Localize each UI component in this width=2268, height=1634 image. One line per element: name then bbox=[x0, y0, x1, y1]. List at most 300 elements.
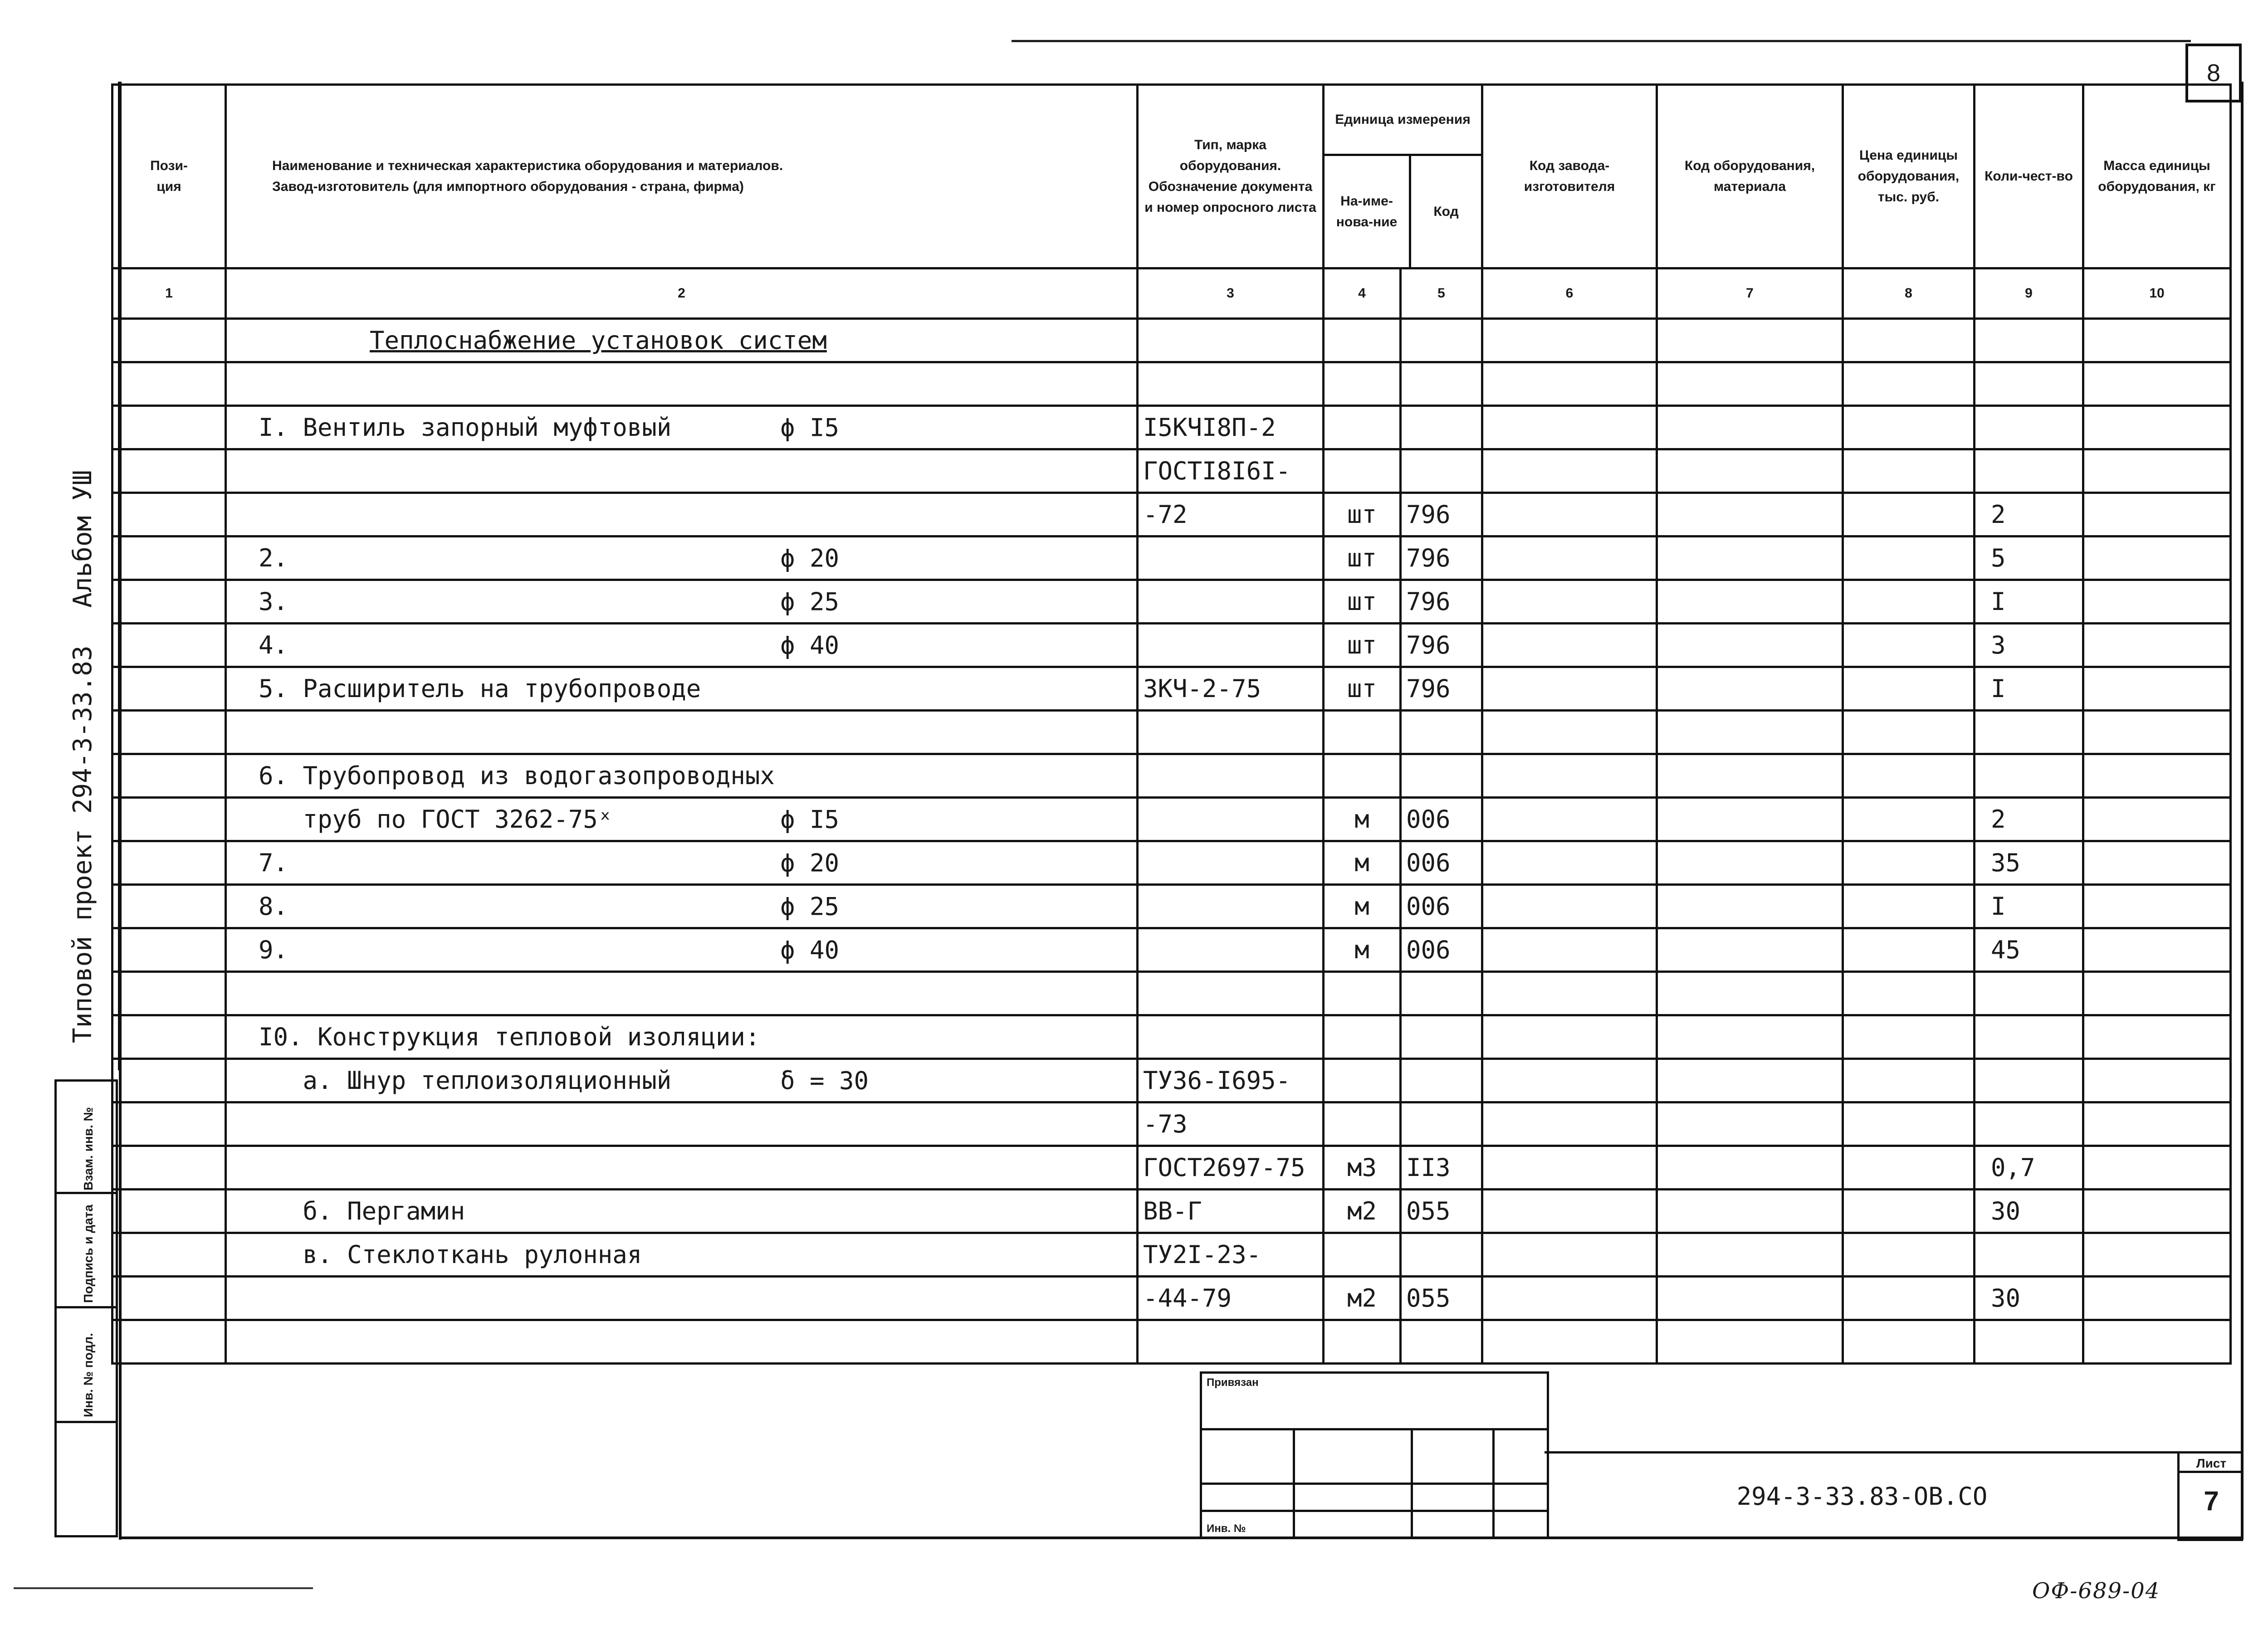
column-number: 4 bbox=[1324, 268, 1401, 319]
unit-code-cell: 055 bbox=[1401, 1190, 1482, 1233]
header-price: Цена единицы оборудования, тыс. руб. bbox=[1843, 85, 1975, 268]
table-row bbox=[112, 580, 2231, 624]
podpis-label: Подпись и дата bbox=[81, 1204, 95, 1303]
price-cell bbox=[1843, 1233, 1975, 1277]
manufacturer-code-cell bbox=[1482, 885, 1657, 928]
table-row bbox=[112, 1190, 2231, 1233]
unit-code-cell: 006 bbox=[1401, 885, 1482, 928]
column-number: 8 bbox=[1843, 268, 1975, 319]
item-name: 3. bbox=[259, 587, 288, 616]
equipment-code-cell bbox=[1657, 1277, 1843, 1320]
price-cell bbox=[1843, 1059, 1975, 1102]
quantity-cell: I bbox=[1975, 580, 2083, 624]
mass-cell bbox=[2083, 798, 2231, 841]
item-diameter: ϕ I5 bbox=[780, 413, 840, 442]
name-cell bbox=[226, 1190, 1138, 1233]
position-cell bbox=[112, 928, 226, 972]
item-name: I. Вентиль запорный муфтовый bbox=[259, 413, 672, 442]
type-cell bbox=[1138, 841, 1324, 885]
price-cell bbox=[1843, 667, 1975, 711]
item-diameter: δ = 30 bbox=[780, 1066, 869, 1095]
unit-code-cell: 796 bbox=[1401, 624, 1482, 667]
stamp-cell-empty bbox=[54, 1423, 118, 1538]
position-cell bbox=[112, 972, 226, 1015]
item-name: б. Пергамин bbox=[259, 1197, 465, 1225]
price-cell bbox=[1843, 1190, 1975, 1233]
unit-code-cell bbox=[1401, 406, 1482, 449]
equipment-code-cell bbox=[1657, 624, 1843, 667]
type-cell bbox=[1138, 1015, 1324, 1059]
unit-code-cell bbox=[1401, 1059, 1482, 1102]
name-cell bbox=[226, 841, 1138, 885]
document-code: 294-3-33.83-ОВ.СО bbox=[1545, 1451, 2180, 1539]
name-cell bbox=[226, 928, 1138, 972]
table-row bbox=[112, 1277, 2231, 1320]
header-position: Пози- ция bbox=[112, 85, 226, 268]
header-name: Наименование и техническая характеристика оборудования и материалов. Завод-изготовитель (для импортного оборудования - страна, фирма) bbox=[226, 85, 1138, 268]
mass-cell bbox=[2083, 406, 2231, 449]
column-number-row bbox=[112, 268, 2231, 319]
footer-rule bbox=[14, 1587, 313, 1589]
quantity-cell bbox=[1975, 362, 2083, 406]
column-number: 7 bbox=[1657, 268, 1843, 319]
item-name: 5. Расширитель на трубопроводе bbox=[259, 674, 701, 703]
quantity-cell bbox=[1975, 754, 2083, 798]
type-cell bbox=[1138, 580, 1324, 624]
quantity-cell: 30 bbox=[1975, 1277, 2083, 1320]
mass-cell bbox=[2083, 1146, 2231, 1190]
type-cell bbox=[1138, 537, 1324, 580]
type-cell: -73 bbox=[1138, 1102, 1324, 1146]
item-diameter: ϕ 40 bbox=[780, 631, 840, 659]
manufacturer-code-cell bbox=[1482, 362, 1657, 406]
item-name: 6. Трубопровод из водогазопроводных bbox=[259, 761, 775, 790]
column-number: 3 bbox=[1138, 268, 1324, 319]
unit-cell: м2 bbox=[1324, 1190, 1401, 1233]
mass-cell bbox=[2083, 449, 2231, 493]
item-diameter: ϕ I5 bbox=[780, 805, 840, 834]
table-row bbox=[112, 1320, 2231, 1364]
table-row bbox=[112, 928, 2231, 972]
unit-cell bbox=[1324, 406, 1401, 449]
equipment-code-cell bbox=[1657, 754, 1843, 798]
unit-code-cell bbox=[1401, 362, 1482, 406]
type-cell bbox=[1138, 885, 1324, 928]
header-row bbox=[112, 85, 2231, 268]
header-unit-group bbox=[1324, 85, 1482, 268]
header-manufacturer-code: Код завода-изготовителя bbox=[1482, 85, 1657, 268]
position-cell bbox=[112, 667, 226, 711]
position-cell bbox=[112, 1233, 226, 1277]
quantity-cell bbox=[1975, 1015, 2083, 1059]
price-cell bbox=[1843, 449, 1975, 493]
name-cell bbox=[226, 580, 1138, 624]
quantity-cell: I bbox=[1975, 885, 2083, 928]
price-cell bbox=[1843, 580, 1975, 624]
unit-code-cell: 055 bbox=[1401, 1277, 1482, 1320]
table-row bbox=[112, 885, 2231, 928]
equipment-code-cell bbox=[1657, 537, 1843, 580]
unit-cell: м bbox=[1324, 798, 1401, 841]
quantity-cell bbox=[1975, 449, 2083, 493]
name-cell bbox=[226, 1146, 1138, 1190]
manufacturer-code-cell bbox=[1482, 493, 1657, 537]
header-unit-code: Код bbox=[1433, 204, 1459, 219]
quantity-cell: 5 bbox=[1975, 537, 2083, 580]
mass-cell bbox=[2083, 1102, 2231, 1146]
quantity-cell bbox=[1975, 1102, 2083, 1146]
price-cell bbox=[1843, 711, 1975, 754]
name-cell bbox=[226, 754, 1138, 798]
unit-cell: шт bbox=[1324, 580, 1401, 624]
item-diameter: ϕ 40 bbox=[780, 936, 840, 964]
equipment-code-cell bbox=[1657, 798, 1843, 841]
type-cell bbox=[1138, 754, 1324, 798]
header-unit-name: На-име-нова-ние bbox=[1325, 156, 1411, 267]
equipment-code-cell bbox=[1657, 1059, 1843, 1102]
item-diameter: ϕ 20 bbox=[780, 544, 840, 572]
type-cell bbox=[1138, 624, 1324, 667]
quantity-cell: 2 bbox=[1975, 798, 2083, 841]
item-diameter: ϕ 20 bbox=[780, 849, 840, 877]
quantity-cell bbox=[1975, 406, 2083, 449]
table-row bbox=[112, 537, 2231, 580]
type-cell: -44-79 bbox=[1138, 1277, 1324, 1320]
item-name: 9. bbox=[259, 936, 288, 964]
mass-cell bbox=[2083, 928, 2231, 972]
specification-table bbox=[111, 83, 2232, 1365]
manufacturer-code-cell bbox=[1482, 1277, 1657, 1320]
name-cell bbox=[226, 667, 1138, 711]
header-equipment-code: Код оборудования, материала bbox=[1657, 85, 1843, 268]
unit-code-cell bbox=[1401, 972, 1482, 1015]
quantity-cell: 35 bbox=[1975, 841, 2083, 885]
table-row bbox=[112, 711, 2231, 754]
unit-cell bbox=[1324, 1233, 1401, 1277]
unit-cell bbox=[1324, 711, 1401, 754]
equipment-code-cell bbox=[1657, 1190, 1843, 1233]
quantity-cell: 3 bbox=[1975, 624, 2083, 667]
unit-code-cell: 006 bbox=[1401, 928, 1482, 972]
attached-stamp-box bbox=[1200, 1371, 1549, 1539]
mass-cell bbox=[2083, 493, 2231, 537]
unit-code-cell bbox=[1401, 1015, 1482, 1059]
unit-cell bbox=[1324, 1102, 1401, 1146]
position-cell bbox=[112, 449, 226, 493]
position-cell bbox=[112, 1277, 226, 1320]
album-label: Альбом УШ bbox=[68, 470, 98, 608]
unit-cell: м2 bbox=[1324, 1277, 1401, 1320]
quantity-cell bbox=[1975, 1320, 2083, 1364]
type-cell bbox=[1138, 928, 1324, 972]
quantity-cell: 2 bbox=[1975, 493, 2083, 537]
quantity-cell bbox=[1975, 1233, 2083, 1277]
equipment-code-cell bbox=[1657, 406, 1843, 449]
position-cell bbox=[112, 1059, 226, 1102]
unit-code-cell bbox=[1401, 754, 1482, 798]
quantity-cell: I bbox=[1975, 667, 2083, 711]
mass-cell bbox=[2083, 580, 2231, 624]
price-cell bbox=[1843, 624, 1975, 667]
manufacturer-code-cell bbox=[1482, 1102, 1657, 1146]
unit-code-cell bbox=[1401, 1320, 1482, 1364]
type-cell bbox=[1138, 972, 1324, 1015]
mass-cell bbox=[2083, 1277, 2231, 1320]
price-cell bbox=[1843, 1277, 1975, 1320]
name-cell bbox=[226, 537, 1138, 580]
unit-code-cell bbox=[1401, 1233, 1482, 1277]
position-cell bbox=[112, 1320, 226, 1364]
name-cell bbox=[226, 406, 1138, 449]
manufacturer-code-cell bbox=[1482, 972, 1657, 1015]
stamp-cell-inv-podl bbox=[54, 1308, 118, 1423]
stamp-cell-vzam bbox=[54, 1079, 118, 1194]
table-row bbox=[112, 624, 2231, 667]
position-cell bbox=[112, 754, 226, 798]
manufacturer-code-cell bbox=[1482, 754, 1657, 798]
unit-cell bbox=[1324, 1015, 1401, 1059]
top-rule bbox=[1012, 40, 2191, 42]
position-cell bbox=[112, 406, 226, 449]
position-cell bbox=[112, 493, 226, 537]
mass-cell bbox=[2083, 972, 2231, 1015]
column-number: 5 bbox=[1401, 268, 1482, 319]
item-name: 2. bbox=[259, 544, 288, 572]
unit-cell: м bbox=[1324, 885, 1401, 928]
table-row bbox=[112, 754, 2231, 798]
column-number: 1 bbox=[112, 268, 226, 319]
table-row bbox=[112, 667, 2231, 711]
section-title: Теплоснабжение установок систем bbox=[226, 319, 1138, 362]
left-stamp-cells bbox=[54, 1079, 118, 1537]
unit-cell bbox=[1324, 449, 1401, 493]
unit-cell: шт bbox=[1324, 537, 1401, 580]
table-row bbox=[112, 1102, 2231, 1146]
inv-podl-label: Инв. № подл. bbox=[81, 1333, 95, 1417]
name-cell bbox=[226, 449, 1138, 493]
name-cell bbox=[226, 624, 1138, 667]
equipment-code-cell bbox=[1657, 711, 1843, 754]
equipment-code-cell bbox=[1657, 1146, 1843, 1190]
position-cell bbox=[112, 841, 226, 885]
quantity-cell: 0,7 bbox=[1975, 1146, 2083, 1190]
manufacturer-code-cell bbox=[1482, 928, 1657, 972]
table-row bbox=[112, 972, 2231, 1015]
unit-code-cell: 796 bbox=[1401, 667, 1482, 711]
price-cell bbox=[1843, 493, 1975, 537]
mass-cell bbox=[2083, 1233, 2231, 1277]
manufacturer-code-cell bbox=[1482, 1146, 1657, 1190]
manufacturer-code-cell bbox=[1482, 1059, 1657, 1102]
mass-cell bbox=[2083, 537, 2231, 580]
sheet-label: Лист bbox=[2180, 1456, 2243, 1473]
column-number: 9 bbox=[1975, 268, 2083, 319]
item-name: труб по ГОСТ 3262-75ˣ bbox=[259, 805, 613, 834]
name-cell bbox=[226, 1015, 1138, 1059]
type-cell: ВВ-Г bbox=[1138, 1190, 1324, 1233]
type-cell bbox=[1138, 362, 1324, 406]
section-title-row bbox=[112, 319, 2231, 362]
price-cell bbox=[1843, 841, 1975, 885]
equipment-code-cell bbox=[1657, 667, 1843, 711]
manufacturer-code-cell bbox=[1482, 580, 1657, 624]
position-cell bbox=[112, 885, 226, 928]
unit-cell bbox=[1324, 362, 1401, 406]
equipment-code-cell bbox=[1657, 362, 1843, 406]
mass-cell bbox=[2083, 885, 2231, 928]
quantity-cell bbox=[1975, 711, 2083, 754]
mass-cell bbox=[2083, 1015, 2231, 1059]
project-label: Типовой проект 294-3-33.83 bbox=[68, 645, 98, 1043]
position-cell bbox=[112, 537, 226, 580]
type-cell: I5КЧI8П-2 bbox=[1138, 406, 1324, 449]
handwritten-note: ОФ-689-04 bbox=[2032, 1578, 2160, 1604]
unit-cell bbox=[1324, 1320, 1401, 1364]
equipment-code-cell bbox=[1657, 449, 1843, 493]
manufacturer-code-cell bbox=[1482, 711, 1657, 754]
quantity-cell bbox=[1975, 1059, 2083, 1102]
unit-cell: м bbox=[1324, 928, 1401, 972]
name-cell bbox=[226, 1059, 1138, 1102]
table-row bbox=[112, 1146, 2231, 1190]
price-cell bbox=[1843, 537, 1975, 580]
type-cell bbox=[1138, 798, 1324, 841]
name-cell bbox=[226, 1233, 1138, 1277]
position-cell bbox=[112, 711, 226, 754]
position-cell bbox=[112, 580, 226, 624]
name-cell bbox=[226, 711, 1138, 754]
price-cell bbox=[1843, 1102, 1975, 1146]
manufacturer-code-cell bbox=[1482, 1233, 1657, 1277]
column-number: 10 bbox=[2083, 268, 2231, 319]
price-cell bbox=[1843, 885, 1975, 928]
type-cell: ТУ2I-23- bbox=[1138, 1233, 1324, 1277]
name-cell bbox=[226, 1277, 1138, 1320]
item-name: I0. Конструкция тепловой изоляции: bbox=[259, 1023, 760, 1051]
name-cell bbox=[226, 1102, 1138, 1146]
name-cell bbox=[226, 798, 1138, 841]
unit-code-cell bbox=[1401, 711, 1482, 754]
price-cell bbox=[1843, 1320, 1975, 1364]
quantity-cell: 30 bbox=[1975, 1190, 2083, 1233]
column-number: 2 bbox=[226, 268, 1138, 319]
type-cell: ГОСТI8I6I- bbox=[1138, 449, 1324, 493]
manufacturer-code-cell bbox=[1482, 624, 1657, 667]
type-cell: ЗКЧ-2-75 bbox=[1138, 667, 1324, 711]
manufacturer-code-cell bbox=[1482, 667, 1657, 711]
unit-cell bbox=[1324, 754, 1401, 798]
sheet-box bbox=[2177, 1451, 2243, 1541]
equipment-code-cell bbox=[1657, 1015, 1843, 1059]
position-cell bbox=[112, 1146, 226, 1190]
table-row bbox=[112, 362, 2231, 406]
price-cell bbox=[1843, 1015, 1975, 1059]
header-quantity: Коли-чест-во bbox=[1975, 85, 2083, 268]
equipment-code-cell bbox=[1657, 580, 1843, 624]
price-cell bbox=[1843, 798, 1975, 841]
unit-code-cell: 796 bbox=[1401, 493, 1482, 537]
inventory-number-label: Инв. № bbox=[1207, 1522, 1246, 1535]
table-row bbox=[112, 1233, 2231, 1277]
name-cell bbox=[226, 972, 1138, 1015]
mass-cell bbox=[2083, 1320, 2231, 1364]
name-cell bbox=[226, 362, 1138, 406]
mass-cell bbox=[2083, 624, 2231, 667]
equipment-code-cell bbox=[1657, 928, 1843, 972]
manufacturer-code-cell bbox=[1482, 406, 1657, 449]
position-cell bbox=[112, 1015, 226, 1059]
attached-label: Привязан bbox=[1207, 1376, 1259, 1389]
quantity-cell bbox=[1975, 972, 2083, 1015]
unit-cell bbox=[1324, 1059, 1401, 1102]
unit-cell: м3 bbox=[1324, 1146, 1401, 1190]
type-cell: -72 bbox=[1138, 493, 1324, 537]
unit-cell: шт bbox=[1324, 493, 1401, 537]
item-diameter: ϕ 25 bbox=[780, 892, 840, 921]
top-sheet-number: 8 bbox=[2185, 44, 2242, 102]
item-name: 8. bbox=[259, 892, 288, 921]
position-cell bbox=[112, 798, 226, 841]
sheet-number: 7 bbox=[2204, 1486, 2219, 1516]
manufacturer-code-cell bbox=[1482, 449, 1657, 493]
header-type: Тип, марка оборудования. Обозначение документа и номер опросного листа bbox=[1138, 85, 1324, 268]
quantity-cell: 45 bbox=[1975, 928, 2083, 972]
unit-cell: шт bbox=[1324, 624, 1401, 667]
frame-right-border bbox=[2241, 82, 2244, 1540]
price-cell bbox=[1843, 928, 1975, 972]
unit-code-cell bbox=[1401, 1102, 1482, 1146]
table-row bbox=[112, 798, 2231, 841]
unit-code-cell: 796 bbox=[1401, 580, 1482, 624]
unit-cell bbox=[1324, 972, 1401, 1015]
unit-code-cell: 006 bbox=[1401, 798, 1482, 841]
manufacturer-code-cell bbox=[1482, 841, 1657, 885]
position-cell bbox=[112, 1102, 226, 1146]
name-cell bbox=[226, 1320, 1138, 1364]
equipment-code-cell bbox=[1657, 972, 1843, 1015]
position-cell bbox=[112, 624, 226, 667]
equipment-code-cell bbox=[1657, 1233, 1843, 1277]
item-name: а. Шнур теплоизоляционный bbox=[259, 1066, 672, 1095]
unit-code-cell: II3 bbox=[1401, 1146, 1482, 1190]
mass-cell bbox=[2083, 711, 2231, 754]
mass-cell bbox=[2083, 1190, 2231, 1233]
table-row bbox=[112, 449, 2231, 493]
unit-cell: м bbox=[1324, 841, 1401, 885]
equipment-code-cell bbox=[1657, 885, 1843, 928]
item-name: 4. bbox=[259, 631, 288, 659]
type-cell: ТУ36-I695- bbox=[1138, 1059, 1324, 1102]
price-cell bbox=[1843, 1146, 1975, 1190]
table-row bbox=[112, 493, 2231, 537]
type-cell: ГОСТ2697-75 bbox=[1138, 1146, 1324, 1190]
left-binding-band bbox=[54, 82, 120, 1070]
name-cell bbox=[226, 493, 1138, 537]
type-cell bbox=[1138, 1320, 1324, 1364]
header-unit-title: Единица измерения bbox=[1325, 86, 1481, 156]
equipment-code-cell bbox=[1657, 1102, 1843, 1146]
type-cell bbox=[1138, 711, 1324, 754]
equipment-code-cell bbox=[1657, 1320, 1843, 1364]
item-name: в. Стеклоткань рулонная bbox=[259, 1240, 642, 1269]
mass-cell bbox=[2083, 667, 2231, 711]
vzam-label: Взам. инв. № bbox=[81, 1107, 95, 1190]
manufacturer-code-cell bbox=[1482, 1320, 1657, 1364]
price-cell bbox=[1843, 406, 1975, 449]
unit-code-cell: 796 bbox=[1401, 537, 1482, 580]
equipment-code-cell bbox=[1657, 493, 1843, 537]
stamp-cell-podpis bbox=[54, 1194, 118, 1309]
